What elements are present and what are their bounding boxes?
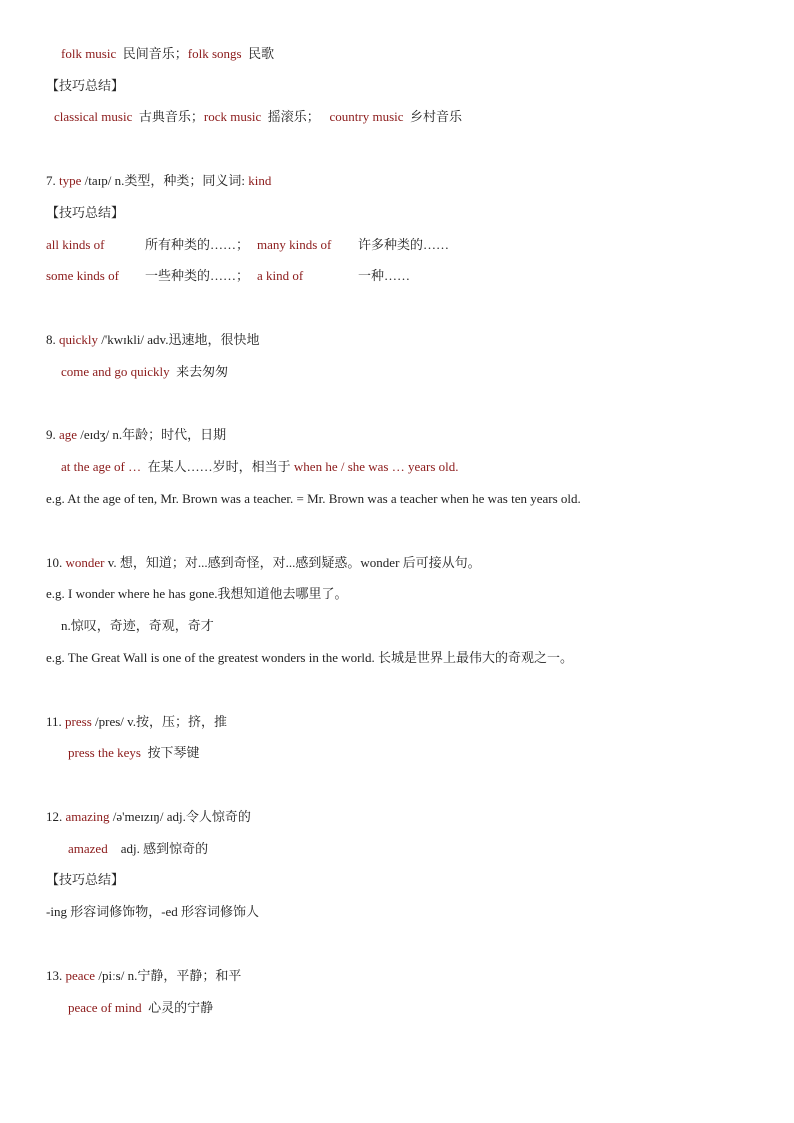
phrase-line-folk: [61, 45, 274, 63]
headword: age: [59, 427, 78, 442]
phrase-en: peace of mind: [68, 1000, 142, 1015]
phrase-en: a kind of: [257, 268, 304, 283]
vocab-item-13: [46, 967, 241, 985]
definition: v. 想，知道；对...感到奇怪，对...感到疑惑。wonder 后可接从句。: [107, 555, 481, 570]
phrase-cn: 许多种类的……: [358, 237, 450, 252]
phrase-cn: 在某人……岁时，相当于: [147, 459, 291, 474]
item-number: 9.: [46, 427, 56, 442]
vocab-item-12: [46, 808, 251, 826]
phrase-en: classical music: [54, 109, 133, 124]
phrase-en: folk songs: [187, 46, 242, 61]
phrase-cn: 古典音乐；: [138, 109, 204, 124]
headword: amazing: [65, 809, 110, 824]
headword: peace: [65, 968, 96, 983]
definition: /taɪp/ n.类型，种类；同义词:: [84, 173, 245, 188]
phrase-cn: 来去匆匆: [176, 364, 229, 379]
phrase-cn: 心灵的宁静: [148, 1000, 214, 1015]
tip-heading: 【技巧总结】: [46, 78, 125, 93]
phrase-cn: 一些种类的……；: [145, 268, 250, 283]
phrase-en: some kinds of: [46, 268, 119, 283]
phrase-cn: 摇滚乐；: [267, 109, 320, 124]
item-number: 10.: [46, 555, 63, 570]
example-sentence: e.g. The Great Wall is one of the greatest wonders in the world. 长城是世界上最伟大的奇观之一。: [46, 650, 574, 665]
phrase-cn: 民歌: [248, 46, 275, 61]
phrase-line: [61, 363, 228, 381]
headword: type: [59, 173, 82, 188]
definition: /ə'meɪzɪŋ/ adj.令人惊奇的: [112, 809, 251, 824]
phrase-cn: adj. 感到惊奇的: [120, 841, 209, 856]
phrase-cn: 按下琴键: [147, 745, 200, 760]
phrase-en: when he / she was … years old.: [293, 459, 459, 474]
definition: /pres/ v.按，压；挤，推: [95, 714, 228, 729]
item-number: 11.: [46, 714, 62, 729]
vocab-item-7: [46, 172, 271, 190]
phrase-line-music: [54, 108, 462, 126]
phrase-en: amazed: [68, 841, 108, 856]
phrase-en: country music: [329, 109, 404, 124]
phrase-en: many kinds of: [257, 237, 332, 252]
tip-heading: 【技巧总结】: [46, 872, 125, 887]
item-number: 12.: [46, 809, 63, 824]
tip-text: -ing 形容词修饰物，-ed 形容词修饰人: [46, 904, 260, 919]
phrase-en: press the keys: [68, 745, 141, 760]
item-number: 13.: [46, 968, 63, 983]
item-number: 8.: [46, 332, 56, 347]
headword: press: [65, 714, 92, 729]
phrase-line: [68, 999, 213, 1017]
headword: wonder: [65, 555, 105, 570]
phrase-en: come and go quickly: [61, 364, 170, 379]
phrase-en: folk music: [61, 46, 117, 61]
synonym: kind: [248, 173, 272, 188]
definition: /'kwɪkli/ adv.迅速地，很快地: [101, 332, 260, 347]
definition: /piːs/ n.宁静，平静；和平: [98, 968, 242, 983]
headword: quickly: [59, 332, 98, 347]
vocab-item-9: [46, 426, 226, 444]
phrase-cn: 乡村音乐: [410, 109, 463, 124]
vocab-item-10: [46, 554, 481, 572]
phrase-line: [68, 744, 199, 762]
phrase-cn: 民间音乐；: [122, 46, 188, 61]
example-sentence: e.g. I wonder where he has gone.我想知道他去哪里了。: [46, 586, 348, 601]
phrase-en: at the age of …: [61, 459, 142, 474]
phrase-line: [68, 840, 208, 858]
vocab-item-11: [46, 713, 227, 731]
definition: /eɪdʒ/ n.年龄；时代，日期: [80, 427, 227, 442]
phrase-en: rock music: [203, 109, 262, 124]
phrase-cn: 所有种类的……；: [145, 237, 250, 252]
example-sentence: e.g. At the age of ten, Mr. Brown was a teacher. = Mr. Brown was a teacher when he was ten years old.: [46, 491, 581, 506]
tip-heading: 【技巧总结】: [46, 205, 125, 220]
phrase-en: all kinds of: [46, 237, 105, 252]
phrase-line: [61, 458, 459, 476]
noun-definition: n.惊叹，奇迹，奇观，奇才: [61, 618, 214, 633]
phrase-cn: 一种……: [358, 268, 411, 283]
vocab-item-8: [46, 331, 259, 349]
item-number: 7.: [46, 173, 56, 188]
